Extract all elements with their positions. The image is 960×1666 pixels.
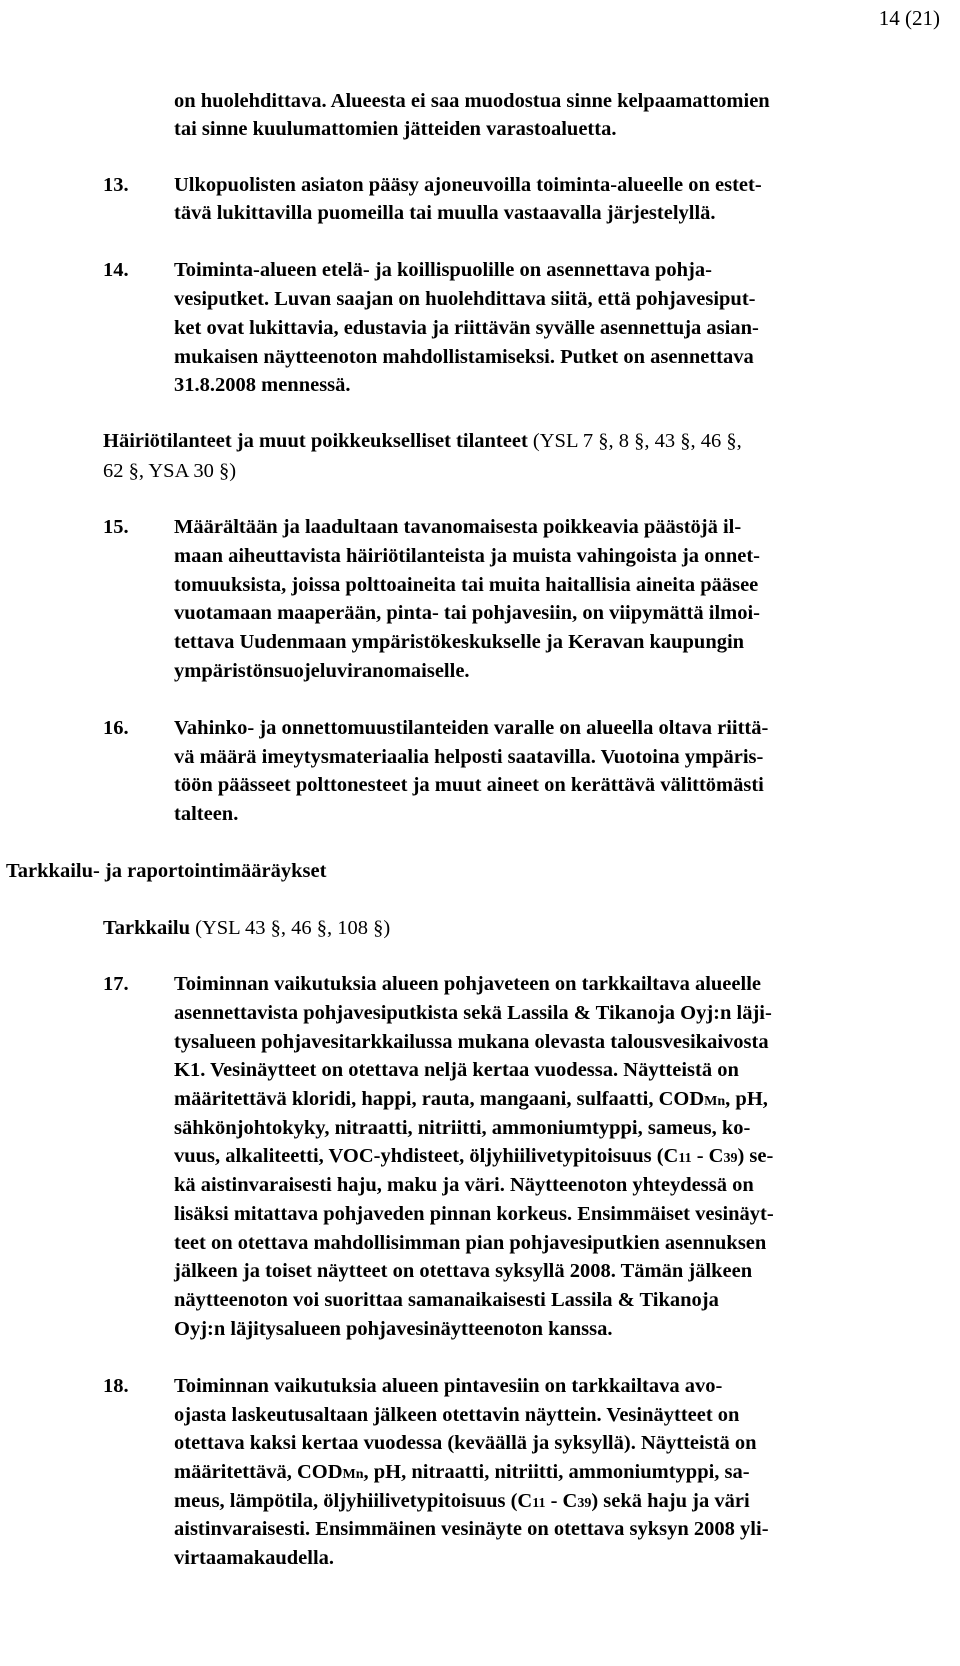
page-number: 14 (21) (878, 6, 940, 30)
text-segment: - C (691, 1145, 724, 1167)
text-segment: , pH, (725, 1088, 768, 1110)
text-line: jälkeen ja toiset näytteet on otettava syksyllä 2008. Tämän jälkeen (174, 1260, 753, 1282)
text-line: Ulkopuolisten asiaton pääsy ajoneuvoilla toiminta-alueelle on estet- (174, 174, 762, 196)
text-line: talteen. (174, 803, 239, 825)
text-segment: vuus, alkaliteetti, VOC-yhdisteet, öljyhiilivetypitoisuus (C (174, 1145, 679, 1167)
text-line: tysalueen pohjavesitarkkailussa mukana olevasta talousvesikaivosta (174, 1031, 769, 1053)
text-line: Oyj:n läjitysalueen pohjavesinäytteenoton kanssa. (174, 1318, 613, 1340)
text-line: Vahinko- ja onnettomuustilanteiden varalle on alueella oltava riittä- (174, 717, 769, 739)
subscript: 39 (577, 1496, 592, 1511)
text-line: Toiminta-alueen etelä- ja koillispuolille on asennettava pohja- (174, 259, 712, 281)
text-line: K1. Vesinäytteet on otettava neljä kertaa vuodessa. Näytteistä on (174, 1059, 739, 1081)
text-line: Määrältään ja laadultaan tavanomaisesta poikkeavia päästöjä il- (174, 516, 742, 538)
text-line: 31.8.2008 mennessä. (174, 374, 351, 396)
heading-ref: (YSL 7 §, 8 §, 43 §, 46 §, (527, 430, 742, 452)
text-segment: ) sekä haju ja väri (591, 1490, 750, 1512)
heading-bold: Häiriötilanteet ja muut poikkeukselliset tilanteet (103, 430, 528, 452)
text-line: virtaamakaudella. (174, 1547, 335, 1569)
text-segment: määritettävä, COD (174, 1461, 343, 1483)
text-line: ket ovat lukittavia, edustavia ja riittävän syvälle asennettuja asian- (174, 317, 759, 339)
subscript: 39 (723, 1151, 738, 1166)
text-line: vesiputket. Luvan saajan on huolehdittava siitä, että pohjavesiput- (174, 288, 756, 310)
text-line: lisäksi mitattava pohjaveden pinnan korkeus. Ensimmäiset vesinäyt- (174, 1203, 774, 1225)
text-segment: määritettävä kloridi, happi, rauta, mangaani, sulfaatti, COD (174, 1088, 705, 1110)
text-line: sähkönjohtokyky, nitraatti, nitriitti, ammoniumtyppi, sameus, ko- (174, 1117, 751, 1139)
text-line (174, 1143, 773, 1172)
subscript: Mn (342, 1467, 364, 1482)
text-line: aistinvaraisesti. Ensimmäinen vesinäyte on otettava syksyn 2008 yli- (174, 1518, 769, 1540)
heading-bold: Tarkkailu (103, 917, 190, 939)
item-number: 16. (103, 717, 129, 739)
text-line: ympäristönsuojeluviranomaiselle. (174, 660, 470, 682)
text-line: töön päässeet polttonesteet ja muut aineet on kerättävä välittömästi (174, 774, 764, 796)
text-line: tai sinne kuulumattomien jätteiden varastoaluetta. (174, 118, 617, 140)
text-line: mukaisen näytteenoton mahdollistamiseksi. Putket on asennettava (174, 346, 754, 368)
text-line: näytteenoton voi suorittaa samanaikaisesti Lassila & Tikanoja (174, 1289, 719, 1311)
text-line: maan aiheuttavista häiriötilanteista ja muista vahingoista ja onnet- (174, 545, 760, 567)
text-line (174, 1488, 750, 1517)
heading-line (103, 428, 742, 454)
item-number: 14. (103, 259, 129, 281)
subscript: Mn (704, 1094, 726, 1109)
text-line: vä määrä imeytysmateriaalia helposti saatavilla. Vuotoina ympäris- (174, 746, 764, 768)
text-line: ojasta laskeutusaltaan jälkeen otettavin näyttein. Vesinäytteet on (174, 1404, 740, 1426)
section-heading-monitoring (103, 915, 390, 941)
heading-ref: (YSL 43 §, 46 §, 108 §) (190, 917, 391, 939)
text-segment: ) se- (737, 1145, 774, 1167)
item-number: 18. (103, 1375, 129, 1397)
section-title: Tarkkailu- ja raportointimääräykset (6, 860, 327, 882)
text-line: tettava Uudenmaan ympäristökeskukselle ja Keravan kaupungin (174, 631, 745, 653)
text-line: tävä lukittavilla puomeilla tai muulla vastaavalla järjestelyllä. (174, 202, 716, 224)
text-line: vuotamaan maaperään, pinta- tai pohjavesiin, on viipymättä ilmoi- (174, 602, 760, 624)
item-number: 17. (103, 973, 129, 995)
text-line: kä aistinvaraisesti haju, maku ja väri. Näytteenoton yhteydessä on (174, 1174, 754, 1196)
text-line (174, 1086, 768, 1115)
item-number: 13. (103, 174, 129, 196)
text-segment: , pH, nitraatti, nitriitti, ammoniumtyppi, sa- (363, 1461, 750, 1483)
text-segment: - C (545, 1490, 578, 1512)
subscript: 11 (532, 1496, 546, 1511)
item-number: 15. (103, 516, 129, 538)
text-line: otettava kaksi kertaa vuodessa (keväällä ja syksyllä). Näytteistä on (174, 1432, 757, 1454)
text-line: Toiminnan vaikutuksia alueen pohjaveteen on tarkkailtava alueelle (174, 973, 761, 995)
subscript: 11 (678, 1151, 692, 1166)
text-line: on huolehdittava. Alueesta ei saa muodostua sinne kelpaamattomien (174, 90, 770, 112)
text-line: tomuuksista, joissa polttoaineita tai muita haitallisia aineita pääsee (174, 574, 759, 596)
text-line: Toiminnan vaikutuksia alueen pintavesiin on tarkkailtava avo- (174, 1375, 723, 1397)
heading-ref: 62 §, YSA 30 §) (103, 460, 237, 482)
text-segment: meus, lämpötila, öljyhiilivetypitoisuus (C (174, 1490, 533, 1512)
text-line (174, 1459, 750, 1488)
text-line: asennettavista pohjavesiputkista sekä Lassila & Tikanoja Oyj:n läji- (174, 1002, 772, 1024)
text-line: teet on otettava mahdollisimman pian pohjavesiputkien asennuksen (174, 1232, 767, 1254)
